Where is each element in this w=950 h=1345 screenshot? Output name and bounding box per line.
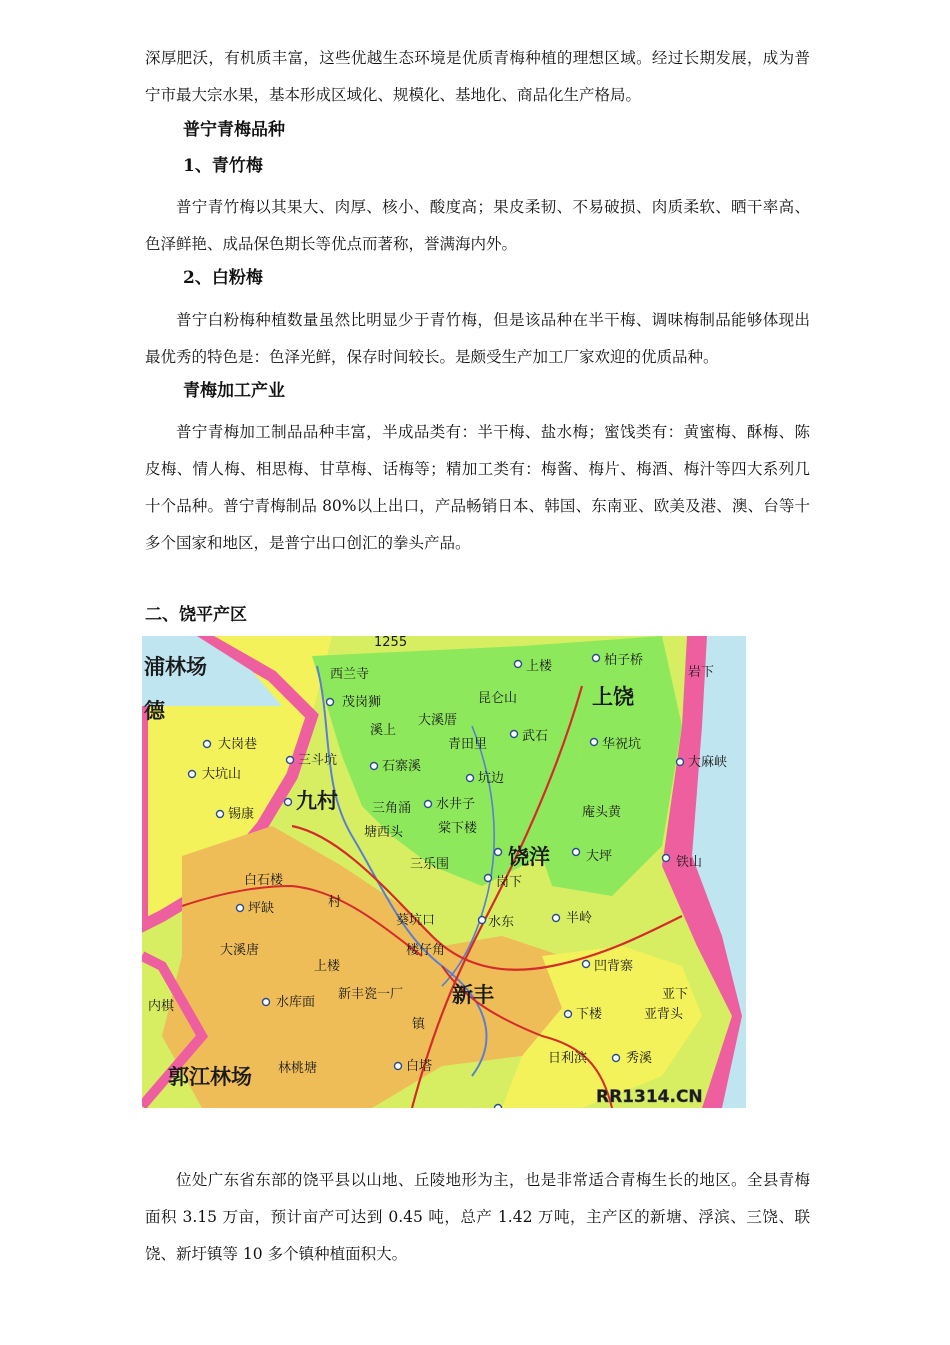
map-label-27: 庵头黄 (582, 805, 622, 820)
map-marker (327, 699, 334, 706)
map-marker (495, 849, 502, 856)
map-marker (237, 905, 244, 912)
map-marker (583, 961, 590, 968)
map-label-45: 新丰 (452, 983, 494, 1007)
map-label-28: 饶洋 (508, 845, 550, 869)
map-label-10: 柏子桥 (604, 653, 644, 668)
map-label-31: 三乐围 (410, 857, 450, 872)
map-marker (204, 741, 211, 748)
heading-industry: 青梅加工产业 (183, 381, 285, 401)
map-label-14: 华祝坑 (602, 737, 642, 752)
raoping-paragraph: 位处广东省东部的饶平县以山地、丘陵地形为主，也是非常适合青梅生长的地区。全县青梅面积 3.15 万亩，预计亩产可达到 0.45 吨，总产 1.42 万吨，主产区的新塘、浮滨、三饶、联饶、新圩镇等 10 多个镇种植面积大。 (145, 1171, 810, 1263)
map-label-53: 郭江林场 (168, 1065, 252, 1089)
map-label-4: 茂岗狮 (342, 695, 382, 710)
map-marker (467, 775, 474, 782)
map-label-37: 水东 (488, 915, 515, 930)
map-label-7: 青田里 (448, 737, 488, 752)
map-label-41: 凹背寨 (594, 959, 634, 974)
heading-baifenmei: 2、白粉梅 (183, 268, 263, 288)
map-marker (591, 739, 598, 746)
map-label-42: 上楼 (314, 959, 341, 974)
map-marker (425, 801, 432, 808)
map-marker (511, 731, 518, 738)
map-label-51: 日利滨 (548, 1051, 588, 1066)
heading-qingzhumei: 1、青竹梅 (183, 156, 263, 176)
qingzhumei-paragraph: 普宁青竹梅以其果大、肉厚、核小、酸度高；果皮柔韧、不易破损、肉质柔软、晒干率高、色泽鲜艳、成品保色期长等优点而著称，誉满海内外。 (145, 198, 810, 253)
map-label-35: 村 (328, 895, 342, 910)
map-label-43: 亚下 (662, 987, 689, 1002)
map-label-26: 棠下楼 (438, 821, 478, 836)
map-label-29: 大坪 (586, 849, 613, 864)
map-label-25: 塘西头 (364, 825, 404, 840)
map-label-1: 浦林场 (144, 655, 207, 679)
map-label-5: 溪上 (370, 723, 397, 738)
map-label-20: 坑边 (478, 771, 505, 786)
map-label-52: 秀溪 (626, 1051, 653, 1066)
processing-paragraph: 普宁青梅加工制品品种丰富，半成品类有：半干梅、盐水梅；蜜饯类有：黄蜜梅、酥梅、陈皮梅、情人梅、相思梅、甘草梅、话梅等；精加工类有：梅酱、梅片、梅酒、梅汁等四大系列几十个品种。普宁青梅制品 80%以上出口，产品畅销日本、韩国、东南亚、欧美及港、澳、台等十多个国家和地区，是普宁出口创汇的拳头产品。 (145, 423, 810, 552)
intro-paragraph: 深厚肥沃，有机质丰富，这些优越生态环境是优质青梅种植的理想区域。经过长期发展，成为普宁市最大宗水果，基本形成区域化、规模化、基地化、商品化生产格局。 (145, 49, 810, 104)
map-label-2: 德 (144, 699, 165, 723)
map-label-48: 下楼 (576, 1007, 603, 1022)
map-label-6: 大溪厝 (418, 713, 458, 728)
map-label-33: 白石楼 (244, 873, 284, 888)
map-marker (263, 999, 270, 1006)
map-marker (515, 661, 522, 668)
map-label-49: 亚背头 (644, 1007, 684, 1022)
map-marker (613, 1055, 620, 1062)
map-label-50: 镇 (412, 1017, 426, 1032)
map-marker (395, 1063, 402, 1070)
map-label-39: 大溪唐 (220, 943, 260, 958)
raoping-map-image (142, 636, 746, 1108)
map-marker (565, 1011, 572, 1018)
map-label-40: 楼仔角 (406, 943, 446, 958)
heading-varieties: 普宁青梅品种 (183, 120, 285, 140)
map-watermark: RR1314.CN (596, 1087, 703, 1107)
map-marker (677, 759, 684, 766)
map-label-24: 水井子 (436, 797, 476, 812)
map-label-44: 新丰瓷一厂 (338, 987, 404, 1002)
map-label-46: 内棋 (148, 999, 175, 1014)
map-marker (495, 1105, 502, 1109)
map-label-21: 锡康 (228, 807, 255, 822)
map-marker (287, 757, 294, 764)
map-label-32: 岗下 (496, 875, 523, 890)
map-marker (485, 875, 492, 882)
map-label-11: 岩下 (688, 665, 715, 680)
map-marker (479, 917, 486, 924)
map-label-9: 上楼 (526, 659, 553, 674)
map-label-12: 上饶 (592, 685, 634, 709)
map-marker (371, 763, 378, 770)
map-label-17: 三斗坑 (298, 753, 338, 768)
section-raoping-title: 二、饶平产区 (145, 605, 247, 625)
map-label-3: 西兰寺 (330, 667, 370, 682)
map-label-13: 武石 (522, 729, 549, 744)
map-marker (663, 855, 670, 862)
map-label-47: 水库面 (276, 995, 316, 1010)
map-label-54: 林桃塘 (278, 1061, 318, 1076)
map-label-19: 石寨溪 (382, 759, 422, 774)
map-label-36: 葵坑口 (396, 913, 436, 928)
map-label-16: 大岗巷 (218, 737, 258, 752)
map-label-18: 大坑山 (202, 767, 242, 782)
map-label-56: 1255 (374, 636, 408, 650)
map-label-23: 三角涌 (372, 801, 412, 816)
map-marker (573, 849, 580, 856)
map-marker (189, 771, 196, 778)
map-svg (142, 636, 746, 1108)
baifenmei-paragraph: 普宁白粉梅种植数量虽然比明显少于青竹梅，但是该品种在半干梅、调味梅制品能够体现出最优秀的特色是：色泽光鲜，保存时间较长。是颇受生产加工厂家欢迎的优质品种。 (145, 311, 810, 366)
map-label-34: 坪缺 (248, 901, 275, 916)
map-marker (217, 811, 224, 818)
map-label-55: 白塔 (406, 1059, 433, 1074)
map-label-22: 九村 (296, 789, 338, 813)
map-label-30: 铁山 (676, 855, 703, 870)
map-label-8: 昆仑山 (478, 691, 518, 706)
map-label-15: 大麻峡 (688, 755, 728, 770)
map-label-38: 半岭 (566, 911, 593, 926)
map-marker (285, 799, 292, 806)
map-marker (553, 915, 560, 922)
map-marker (593, 655, 600, 662)
